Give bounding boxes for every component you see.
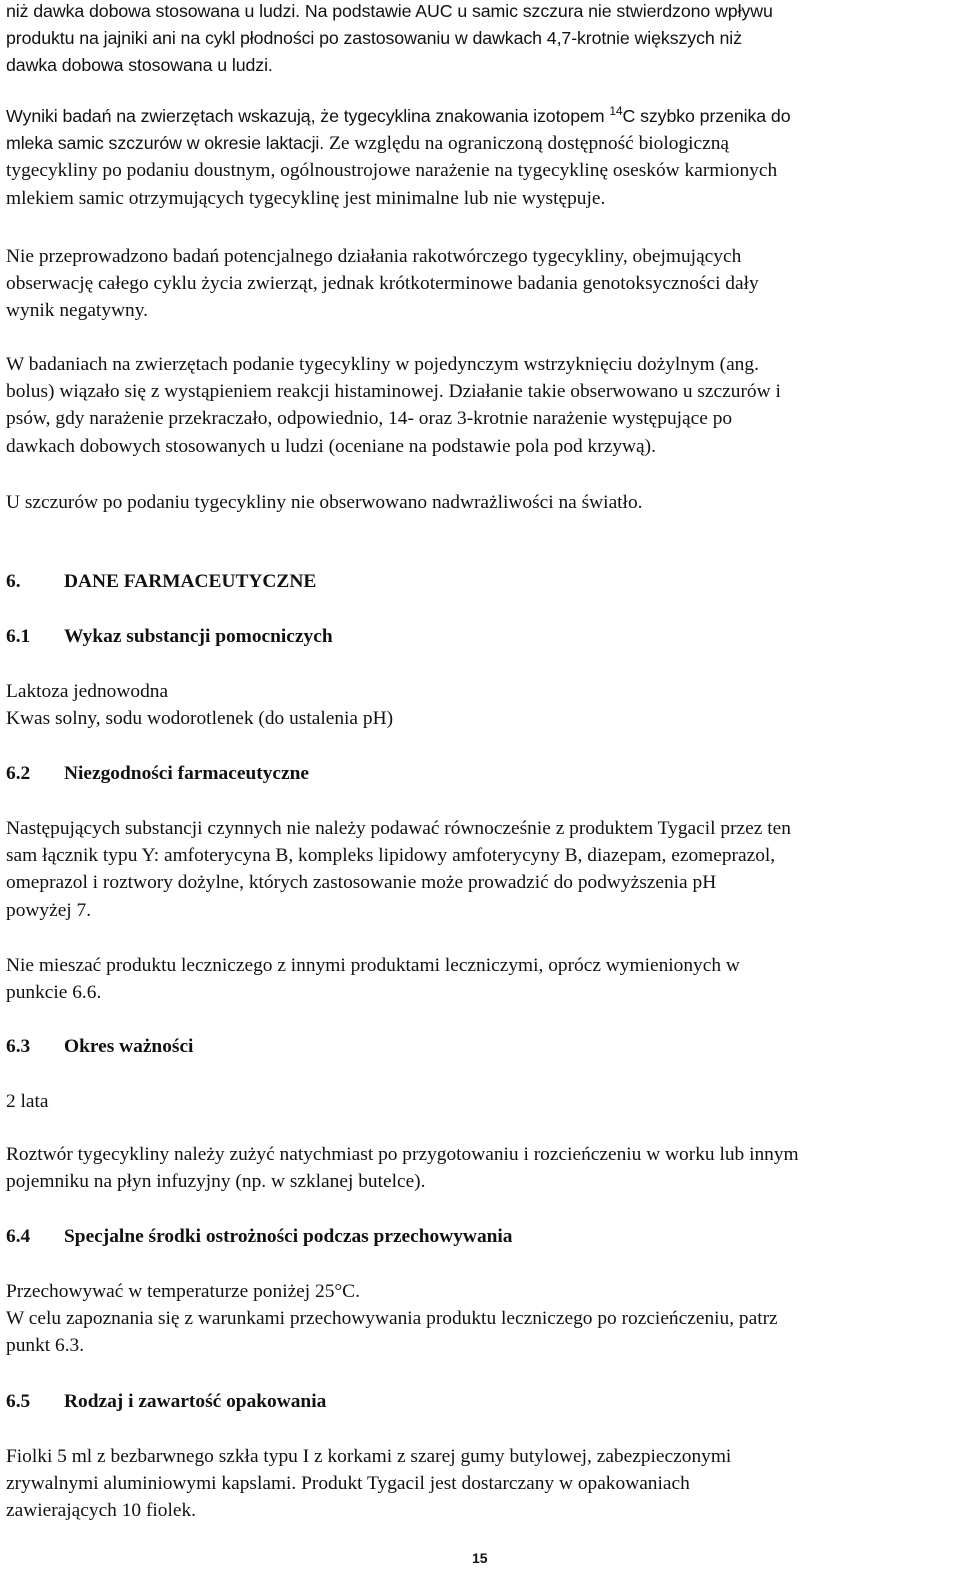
text-line: Nie mieszać produktu leczniczego z innymi produktami leczniczymi, oprócz wymienionych w	[6, 955, 740, 976]
text-line: produktu na jajniki ani na cykl płodności po zastosowaniu w dawkach 4,7-krotnie większych niż	[6, 28, 742, 49]
section-number: 6.5	[6, 1391, 31, 1412]
text-line: sam łącznik typu Y: amfoterycyna B, kompleks lipidowy amfoterycyny B, diazepam, ezomeprazol,	[6, 845, 776, 867]
section-heading-6-5	[6, 1388, 326, 1415]
section-number: 6.3	[6, 1036, 31, 1057]
text-line: U szczurów po podaniu tygecykliny nie obserwowano nadwrażliwości na światło.	[6, 492, 643, 513]
text-line: W badaniach na zwierzętach podanie tygecykliny w pojedynczym wstrzyknięciu dożylnym (ang.	[6, 354, 759, 375]
paragraph-photosensitivity	[6, 489, 956, 516]
section-heading-6-2	[6, 760, 309, 787]
text-line: 2 lata	[6, 1091, 49, 1112]
section-number: 6.4	[6, 1226, 31, 1247]
text-line: Następujących substancji czynnych nie należy podawać równocześnie z produktem Tygacil przez ten	[6, 818, 791, 839]
section-heading-6-1	[6, 623, 333, 650]
section-title: Wykaz substancji pomocniczych	[64, 626, 333, 647]
paragraph-mixing	[6, 952, 956, 1006]
section-heading-6-4	[6, 1223, 513, 1250]
page-number: 15	[472, 1550, 488, 1566]
text-line: wynik negatywny.	[6, 300, 148, 322]
paragraph-carcinogenicity	[6, 243, 956, 325]
text-line: pojemniku na płyn infuzyjny (np. w szklanej butelce).	[6, 1171, 426, 1193]
text-line: dawkach dobowych stosowanych u ludzi (oceniane na podstawie pola pod krzywą).	[6, 435, 656, 457]
text-line: punkt 6.3.	[6, 1335, 85, 1357]
text-run: Wyniki badań na zwierzętach wskazują, że tygecyklina znakowania izotopem	[6, 106, 610, 126]
text-line: zawierających 10 fiolek.	[6, 1500, 197, 1522]
paragraph-histamine	[6, 351, 956, 460]
text-line	[6, 103, 956, 130]
text-run: mleka samic szczurów w okresie laktacji.	[6, 133, 325, 154]
text-line: bolus) wiązało się z wystąpieniem reakcji histaminowej. Działanie takie obserwowano u szczurów i	[6, 381, 781, 403]
text-line: powyżej 7.	[6, 899, 92, 921]
text-line: Roztwór tygecykliny należy zużyć natychmiast po przygotowaniu i rozcieńczeniu w worku lub innym	[6, 1144, 799, 1165]
section-title: Niezgodności farmaceutyczne	[64, 763, 310, 784]
text-line	[6, 130, 956, 157]
excipient-item: Kwas solny, sodu wodorotlenek (do ustalenia pH)	[6, 708, 394, 730]
text-line: mlekiem samic otrzymujących tygecyklinę jest minimalne lub nie występuje.	[6, 187, 606, 209]
text-run: Ze względu na ograniczoną dostępność biologiczną	[324, 133, 730, 155]
excipients-list	[6, 678, 956, 732]
isotope-superscript: 14	[609, 104, 623, 118]
text-line: punkcie 6.6.	[6, 982, 102, 1004]
paragraph-packaging	[6, 1443, 956, 1525]
text-run: C szybko przenika do	[622, 106, 791, 126]
shelf-life-value	[6, 1088, 956, 1115]
section-title: Okres ważności	[64, 1036, 194, 1057]
text-line: niż dawka dobowa stosowana u ludzi. Na podstawie AUC u samic szczura nie stwierdzono wpływu	[6, 1, 773, 21]
text-line: tygecykliny po podaniu doustnym, ogólnoustrojowe narażenie na tygecyklinę osesków karmionych	[6, 160, 778, 182]
section-number: 6.	[6, 571, 21, 592]
excipient-item: Laktoza jednowodna	[6, 681, 169, 702]
section-number: 6.2	[6, 763, 31, 784]
text-line: dawka dobowa stosowana u ludzi.	[6, 55, 273, 76]
text-line: Przechowywać w temperaturze poniżej 25°C.	[6, 1281, 360, 1302]
section-title: Specjalne środki ostrożności podczas przechowywania	[64, 1226, 513, 1247]
section-title: Rodzaj i zawartość opakowania	[64, 1391, 327, 1412]
text-line: Fiolki 5 ml z bezbarwnego szkła typu I z korkami z szarej gumy butylowej, zabezpieczonymi	[6, 1446, 732, 1467]
section-title: DANE FARMACEUTYCZNE	[64, 571, 317, 592]
text-line: zrywalnymi aluminiowymi kapslami. Produkt Tygacil jest dostarczany w opakowaniach	[6, 1473, 690, 1495]
text-line: obserwację całego cyklu życia zwierząt, jednak krótkoterminowe badania genotoksyczności dały	[6, 273, 759, 295]
text-line: Nie przeprowadzono badań potencjalnego działania rakotwórczego tygecykliny, obejmujących	[6, 246, 742, 267]
section-heading-6	[6, 568, 316, 595]
paragraph-storage	[6, 1278, 956, 1360]
paragraph-auc	[6, 0, 956, 80]
section-number: 6.1	[6, 626, 31, 647]
text-line: psów, gdy narażenie przekraczało, odpowiednio, 14- oraz 3-krotnie narażenie występujące po	[6, 408, 733, 430]
section-heading-6-3	[6, 1033, 193, 1060]
paragraph-lactation	[6, 103, 956, 212]
text-line: omeprazol i roztwory dożylne, których zastosowanie może prowadzić do podwyższenia pH	[6, 872, 717, 894]
text-line: W celu zapoznania się z warunkami przechowywania produktu leczniczego po rozcieńczeniu, patrz	[6, 1308, 778, 1330]
paragraph-reconstituted	[6, 1141, 956, 1195]
paragraph-incompatibilities	[6, 815, 956, 924]
